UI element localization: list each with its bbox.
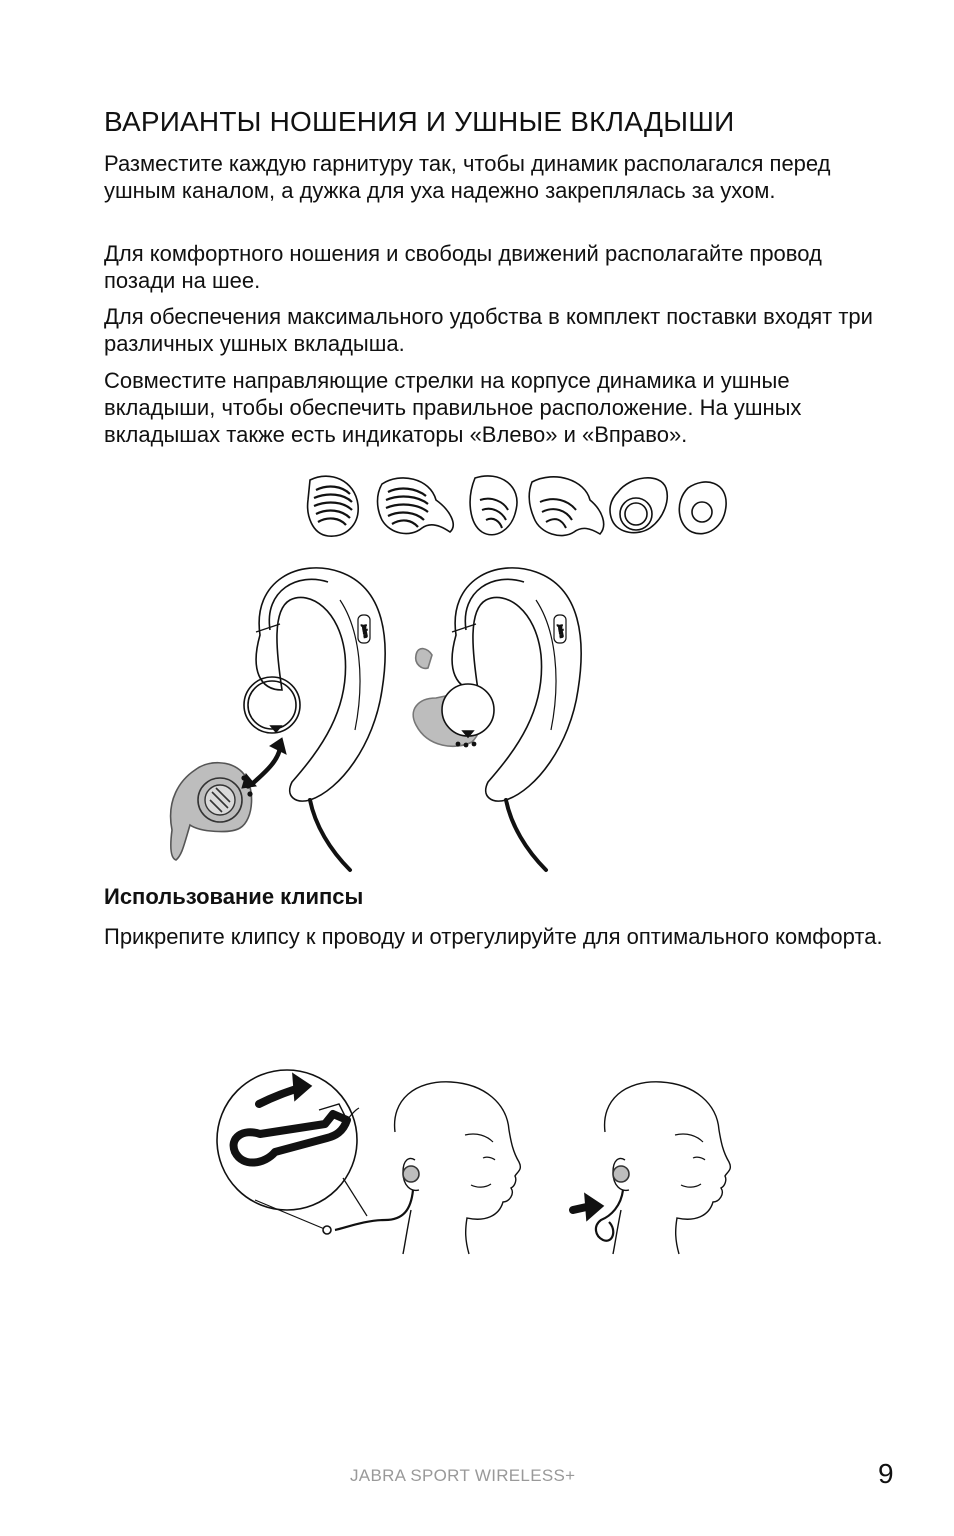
eargel-large-right bbox=[378, 478, 454, 534]
clip-section-text: Прикрепите клипсу к проводу и отрегулируйте для оптимального комфорта. bbox=[104, 924, 883, 949]
eargel-medium-right bbox=[529, 477, 603, 536]
section-title: ВАРИАНТЫ НОШЕНИЯ И УШНЫЕ ВКЛАДЫШИ bbox=[104, 106, 735, 137]
clip-zoom-detail bbox=[217, 1070, 367, 1230]
eargel-plain-ring bbox=[679, 482, 726, 534]
arrow-clip-icon bbox=[293, 1074, 311, 1100]
paragraph-arrows: Совместите направляющие стрелки на корпусе динамика и ушные вкладыши, чтобы обеспечить правильное расположение. На ушных вкладышах также есть индикаторы «Влево» и «Вправо». bbox=[104, 368, 802, 447]
paragraph-eargels: Для обеспечения максимального удобства в комплект поставки входят три различных ушных вкладыша. bbox=[104, 304, 873, 356]
page-number: 9 bbox=[878, 1458, 894, 1489]
paragraph-cable: Для комфортного ношения и свободы движений располагайте провод позади на шее. bbox=[104, 241, 822, 293]
clip-section-title: Использование клипсы bbox=[104, 884, 364, 909]
eargels-illustration bbox=[300, 470, 730, 545]
eargel-detached bbox=[171, 738, 286, 860]
clip-illustration bbox=[215, 1060, 775, 1280]
paragraph-placement: Разместите каждую гарнитуру так, чтобы динамик располагался перед ушным каналом, а дужка для уха надежно закреплялась за ухом. bbox=[104, 151, 831, 203]
footer-product-name: JABRA SPORT WIRELESS+ bbox=[350, 1466, 576, 1485]
head-profile-right bbox=[573, 1082, 730, 1254]
eargel-medium-left bbox=[470, 476, 517, 535]
brand-label-right: Jabra bbox=[556, 624, 565, 639]
head-profile-left bbox=[323, 1082, 520, 1254]
headset-right bbox=[413, 568, 581, 870]
eargel-small-ring bbox=[610, 478, 667, 533]
headsets-illustration bbox=[160, 560, 630, 880]
brand-label-left: Jabra bbox=[360, 624, 369, 639]
eargel-large-left bbox=[308, 476, 359, 536]
headset-left bbox=[244, 568, 385, 870]
arrow-clip-attach-icon bbox=[585, 1194, 603, 1220]
